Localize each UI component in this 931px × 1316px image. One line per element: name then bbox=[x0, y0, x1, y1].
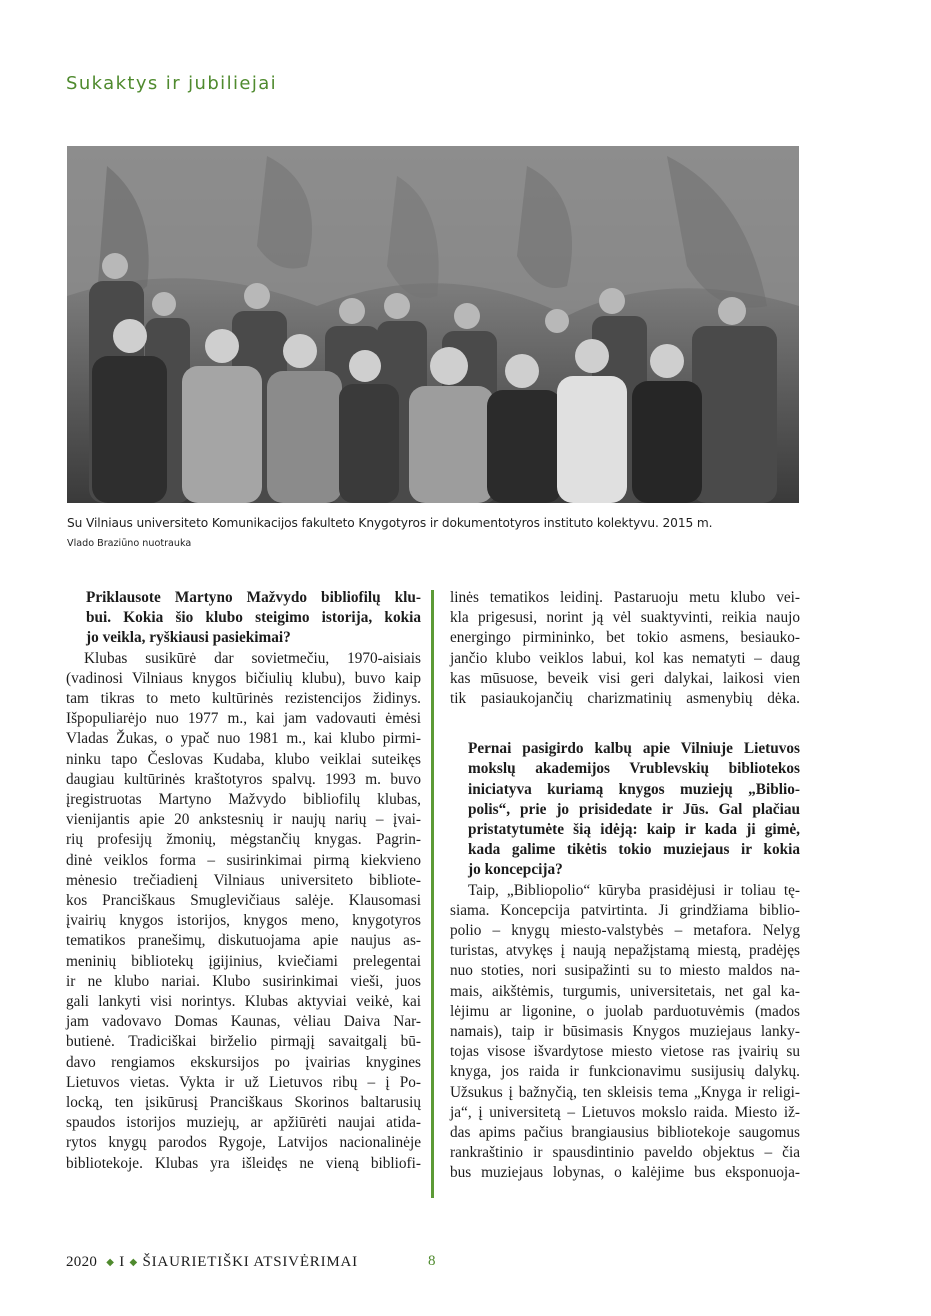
answer-line: siama. Koncepcija patvirtinta. Ji grindžiama biblio- bbox=[450, 901, 800, 919]
answer-line: tik pasiaukojančių charizmatinių asmenybių dėka. bbox=[450, 690, 800, 708]
question-line: mokslų akademijos Vrublevskių bibliotekos bbox=[468, 760, 800, 778]
left-column bbox=[66, 588, 421, 1174]
answer-line: bibliotekoje. Klubas yra išleidęs ne vieną bibliofi- bbox=[66, 1154, 421, 1172]
diamond-separator-icon: ◆ bbox=[106, 1257, 115, 1268]
answer-line: jančio klubo veiklos labui, kol kas nematyti – daug bbox=[450, 649, 800, 667]
answer-line: Išpopuliarėjo nuo 1977 m., kai jam vadovauti ėmėsi bbox=[66, 710, 421, 728]
answer-line: jam vadovavo Domas Kaunas, vėliau Daiva Nar- bbox=[66, 1013, 421, 1031]
answer-line: namais), taip ir būsimasis Knygos muziejaus lanky- bbox=[450, 1023, 800, 1041]
question-line: Pernai pasigirdo kalbų apie Vilniuje Lietuvos bbox=[468, 740, 800, 758]
answer-line: davo rengiamos ekskursijos po įvairias knygines bbox=[66, 1053, 421, 1071]
answer-line: butienė. Tradiciškai birželio pirmąjį savaitgalį bū- bbox=[66, 1033, 421, 1051]
page-number: 8 bbox=[428, 1253, 436, 1269]
question-line: iniciatyva kuriamą knygos muziejų „Biblio- bbox=[468, 780, 800, 798]
interview-answer-1 bbox=[66, 649, 421, 1174]
footer-year: 2020 bbox=[66, 1254, 98, 1270]
interview-question-2 bbox=[468, 739, 800, 880]
question-line: kada galime tikėtis tokio muziejaus ir kokia bbox=[468, 841, 800, 859]
answer-line: tematikos pranešimų, diskutuojama apie naujus as- bbox=[66, 932, 421, 950]
answer-line: kla prigesusi, norint ją vėl suaktyvinti, reikia naujo bbox=[450, 609, 800, 627]
photo-illustration bbox=[67, 146, 799, 503]
answer-line: spaudos istorijos muziejų, ar apžiūrėti naujai atida- bbox=[66, 1114, 421, 1132]
question-line: jo veikla, ryškiausi pasiekimai? bbox=[86, 629, 291, 647]
answer-line: linės tematikos leidinį. Pastaruoju metu klubo vei- bbox=[450, 589, 800, 606]
answer-line: (vadinosi Vilniaus knygos bičiulių klubu), buvo kaip bbox=[66, 669, 421, 687]
answer-line: turistas, atvykęs į naują nepažįstamą miestą, pradėjęs bbox=[450, 942, 800, 960]
answer-line: nuo stoties, nori susipažinti su to miesto maldos na- bbox=[450, 962, 800, 980]
answer-line: įvairių knygos istorijos, knygos meno, knygotyros bbox=[66, 912, 421, 930]
right-column bbox=[450, 588, 800, 1184]
answer-line: das apims pačius brangiausius bibliotekoje saugomus bbox=[450, 1124, 800, 1142]
answer-line: rių profesijų žmonių, mėgstančių knygas. Pagrin- bbox=[66, 831, 421, 849]
answer-line: energingo pirmininko, bet tokio asmens, besiauko- bbox=[450, 629, 800, 647]
answer-line: įregistruotas Martyno Mažvydo bibliofilų klubas, bbox=[66, 791, 421, 809]
answer-line: daugiau kultūrinės kraštotyros spalvų. 1993 m. buvo bbox=[66, 770, 421, 788]
photo-caption: Su Vilniaus universiteto Komunikacijos fakulteto Knygotyros ir dokumentotyros instituto kolektyvu. 2015 m. bbox=[67, 516, 713, 530]
answer-line: Lietuvos vietas. Vykta ir už Lietuvos ribų – į Po- bbox=[66, 1073, 421, 1091]
paragraph-gap bbox=[450, 709, 800, 727]
answer-line: dinė veiklos forma – susirinkimai pirmą kiekvieno bbox=[66, 851, 421, 869]
answer-line: polio – knygų miesto-valstybės – metafora. Nelyg bbox=[450, 922, 800, 940]
question-line: bui. Kokia šio klubo steigimo istorija, kokia bbox=[86, 609, 421, 627]
answer-line: Taip, „Bibliopolio“ kūryba prasidėjusi ir toliau tę- bbox=[468, 881, 800, 899]
question-line: jo koncepcija? bbox=[468, 861, 563, 879]
answer-line: lėjimu ar ligonine, o juolab parduotuvėmis (mados bbox=[450, 1002, 800, 1020]
answer-line: kas mūsuose, beveik visi geri dalykai, laikosi vien bbox=[450, 669, 800, 687]
answer-line: kos Pranciškaus Smuglevičiaus salėje. Klausomasi bbox=[66, 892, 421, 910]
answer-line: bus muziejaus lobynas, o kalėjime bus eksponuoja- bbox=[450, 1164, 800, 1182]
answer-line: tam tikras to meto kultūrinės rezistencijos židinys. bbox=[66, 690, 421, 708]
answer-line: meninių bibliotekų įgijinius, kviečiami prelegentai bbox=[66, 952, 421, 970]
interview-answer-2 bbox=[450, 881, 800, 1184]
paragraph-gap bbox=[450, 727, 800, 739]
footer-issue: I bbox=[119, 1254, 125, 1270]
answer-line: tojas visose išvardytose miesto vietose ras įvairių su bbox=[450, 1043, 800, 1061]
question-line: Priklausote Martyno Mažvydo bibliofilų klu- bbox=[86, 589, 421, 606]
section-title: Sukaktys ir jubiliejai bbox=[66, 73, 278, 94]
interview-question-1 bbox=[86, 588, 421, 649]
answer-line: gali lankyti visi norintys. Klubas aktyviai veikė, kai bbox=[66, 993, 421, 1011]
question-line: polis“, prie jo prisidedate ir Jūs. Gal plačiau bbox=[468, 800, 800, 818]
interview-answer-1-continued bbox=[450, 588, 800, 709]
answer-line: Klubas susikūrė dar sovietmečiu, 1970-aisiais bbox=[84, 649, 421, 667]
answer-line: rankraštinio ir spausdintinio paveldo objektus – čia bbox=[450, 1144, 800, 1162]
photo-credit: Vlado Braziūno nuotrauka bbox=[67, 538, 192, 549]
answer-line: Užsukus į bažnyčią, ten skleisis tema „Knyga ir religi- bbox=[450, 1083, 800, 1101]
answer-line: Vladas Žukas, o ypač nuo 1981 m., kai klubo pirmi- bbox=[66, 730, 421, 748]
group-photo bbox=[67, 146, 799, 503]
answer-line: rytos knygų parodos Rygoje, Latvijos nacionalinėje bbox=[66, 1134, 421, 1152]
footer-magazine-name: ŠIAURIETIŠKI ATSIVĖRIMAI bbox=[142, 1254, 358, 1270]
answer-line: vienijantis apie 20 ankstesnių ir naujų narių – įvai- bbox=[66, 811, 421, 829]
answer-line: locką, ten įsikūrusį Pranciškaus Skorinos baltarusių bbox=[66, 1094, 421, 1112]
answer-line: knyga, jos raida ir funkcionavimu susijusių dalykų. bbox=[450, 1063, 800, 1081]
answer-line: ninku tapo Česlovas Kudaba, klubo veiklai suteikęs bbox=[66, 750, 421, 768]
column-divider bbox=[431, 590, 434, 1198]
diamond-separator-icon: ◆ bbox=[129, 1257, 138, 1268]
question-line: pristatytumėte šią idėją: kaip ir kada ji gimė, bbox=[468, 821, 800, 839]
page-footer bbox=[66, 1254, 358, 1271]
answer-line: mais, aikštėmis, turgumis, universitetais, net gal ka- bbox=[450, 982, 800, 1000]
answer-line: ja“, į universitetą – Lietuvos mokslo raida. Miesto iž- bbox=[450, 1103, 800, 1121]
answer-line: mėnesio trečiadienį Vilniaus universiteto bibliote- bbox=[66, 871, 421, 889]
answer-line: ir ne klubo nariai. Klubo susirinkimai vieši, juos bbox=[66, 972, 421, 990]
